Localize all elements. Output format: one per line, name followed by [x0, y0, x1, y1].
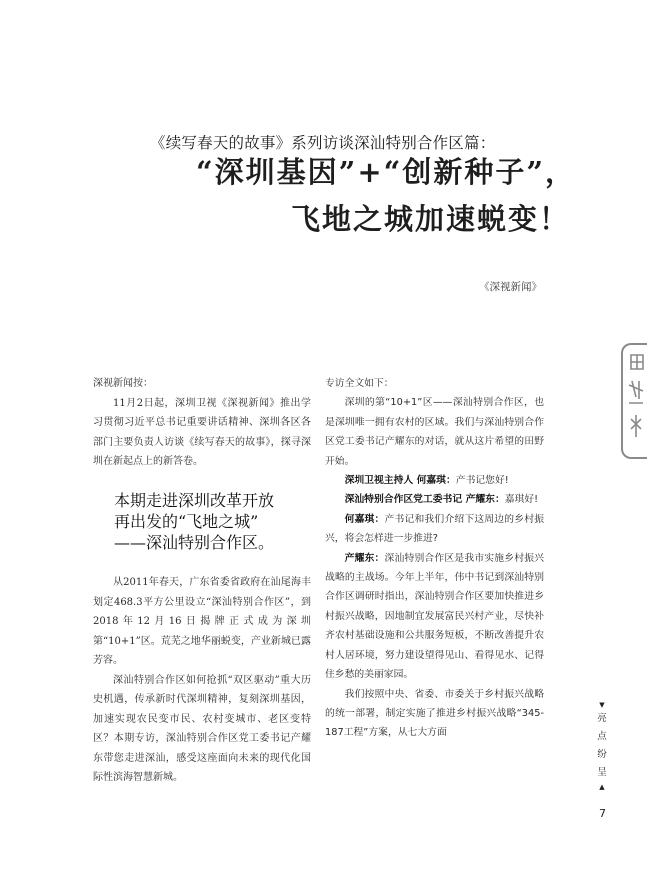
editor-note-label: 深视新闻按： — [93, 378, 153, 389]
speaker-text: 嘉琪好! — [504, 494, 539, 506]
left-column-body — [93, 573, 311, 788]
pull-quote-line: 再出发的“飞地之城” — [114, 512, 259, 531]
section-tab-char: 纷 — [597, 749, 607, 760]
speaker-name: 产耀东： — [344, 552, 385, 564]
section-tab-char: 点 — [597, 731, 607, 742]
section-tab-char: 亮 — [597, 713, 607, 724]
body-paragraph: 我们按照中央、省委、市委关于乡村振兴战略的统一部署，制定实施了推进乡村振兴战略“345-187工程”方案，从七大方面 — [325, 688, 544, 739]
triangle-up-icon: ▲ — [599, 783, 605, 791]
speaker-text: 深汕特别合作区是我市实施乡村振兴战略的主战场。今年上半年，伟中书记到深汕特别合作区调研时指出，深汕特别合作区要加快推进乡村振兴战略，因地制宜发展富民兴村产业，尽快补齐农村基础设施和公共服务短板，不断改善提升农村人居环境，努力建设望得见山、看得见水、记得住乡愁的美丽家园。 — [325, 552, 545, 681]
dialogue-line — [325, 471, 544, 490]
body-paragraph: 深圳的第“10+1”区——深汕特别合作区，也是深圳唯一拥有农村的区域。我们与深汕特别合作区党工委书记产耀东的对话，就从这片希望的田野开始。 — [325, 397, 544, 467]
triangle-down-icon: ▼ — [599, 701, 605, 709]
section-tab — [595, 700, 609, 792]
speaker-text: 产书记和我们介绍下这周边的乡村振兴，将会怎样进一步推进? — [325, 513, 545, 545]
dialogue-line — [325, 510, 544, 549]
pull-quote-line: ——深汕特别合作区。 — [114, 533, 275, 552]
right-column-body — [325, 374, 544, 743]
section-tab-char: 呈 — [597, 767, 607, 778]
left-column-intro — [93, 374, 311, 472]
speaker-name: 深圳卫视主持人 何嘉琪： — [344, 475, 456, 487]
body-paragraph: 从2011年春天，广东省委省政府在汕尾海丰划定468.3平方公里设立“深汕特别合作区”，到2018年12月16日揭牌正式成为深圳第“10+1”区。荒芜之地华丽蜕变，产业新城已露芳容。 — [93, 577, 311, 666]
headline-line-1: “深圳基因”+“创新种子”， — [196, 155, 577, 189]
headline-line-2: 飞地之城加速蜕变！ — [291, 202, 571, 236]
dialogue-line — [325, 490, 544, 509]
editor-note-text: 11月2日起，深圳卫视《深视新闻》推出学习贯彻习近平总书记重要讲话精神、深圳各区各部门主要负责人访谈《续写春天的故事》，探寻深圳在新起点上的新答卷。 — [93, 397, 311, 467]
body-paragraph: 深汕特别合作区如何抢抓“双区驱动”重大历史机遇，传承新时代深圳精神，复刻深圳基因，加速实现农民变市民、农村变城市、老区变特区？本期专访，深汕特别合作区党工委书记产耀东带您走进深汕，感受这座面向未来的现代化国际性滨海智慧新城。 — [93, 674, 311, 783]
source-credit: 《深视新闻》 — [479, 281, 542, 293]
speaker-name: 何嘉琪： — [344, 513, 385, 525]
dialogue-line — [325, 549, 544, 685]
seal-stamp-icon — [621, 343, 647, 459]
pull-quote-line: 本期走进深圳改革开放 — [114, 491, 275, 510]
speaker-text: 产书记您好! — [455, 475, 509, 487]
interview-lead: 专访全文如下： — [325, 378, 394, 389]
series-kicker: 《续写春天的故事》系列访谈深汕特别合作区篇： — [150, 134, 496, 152]
pull-quote — [114, 490, 314, 553]
speaker-name: 深汕特别合作区党工委书记 产耀东： — [344, 494, 505, 506]
page-number: 7 — [599, 807, 606, 820]
